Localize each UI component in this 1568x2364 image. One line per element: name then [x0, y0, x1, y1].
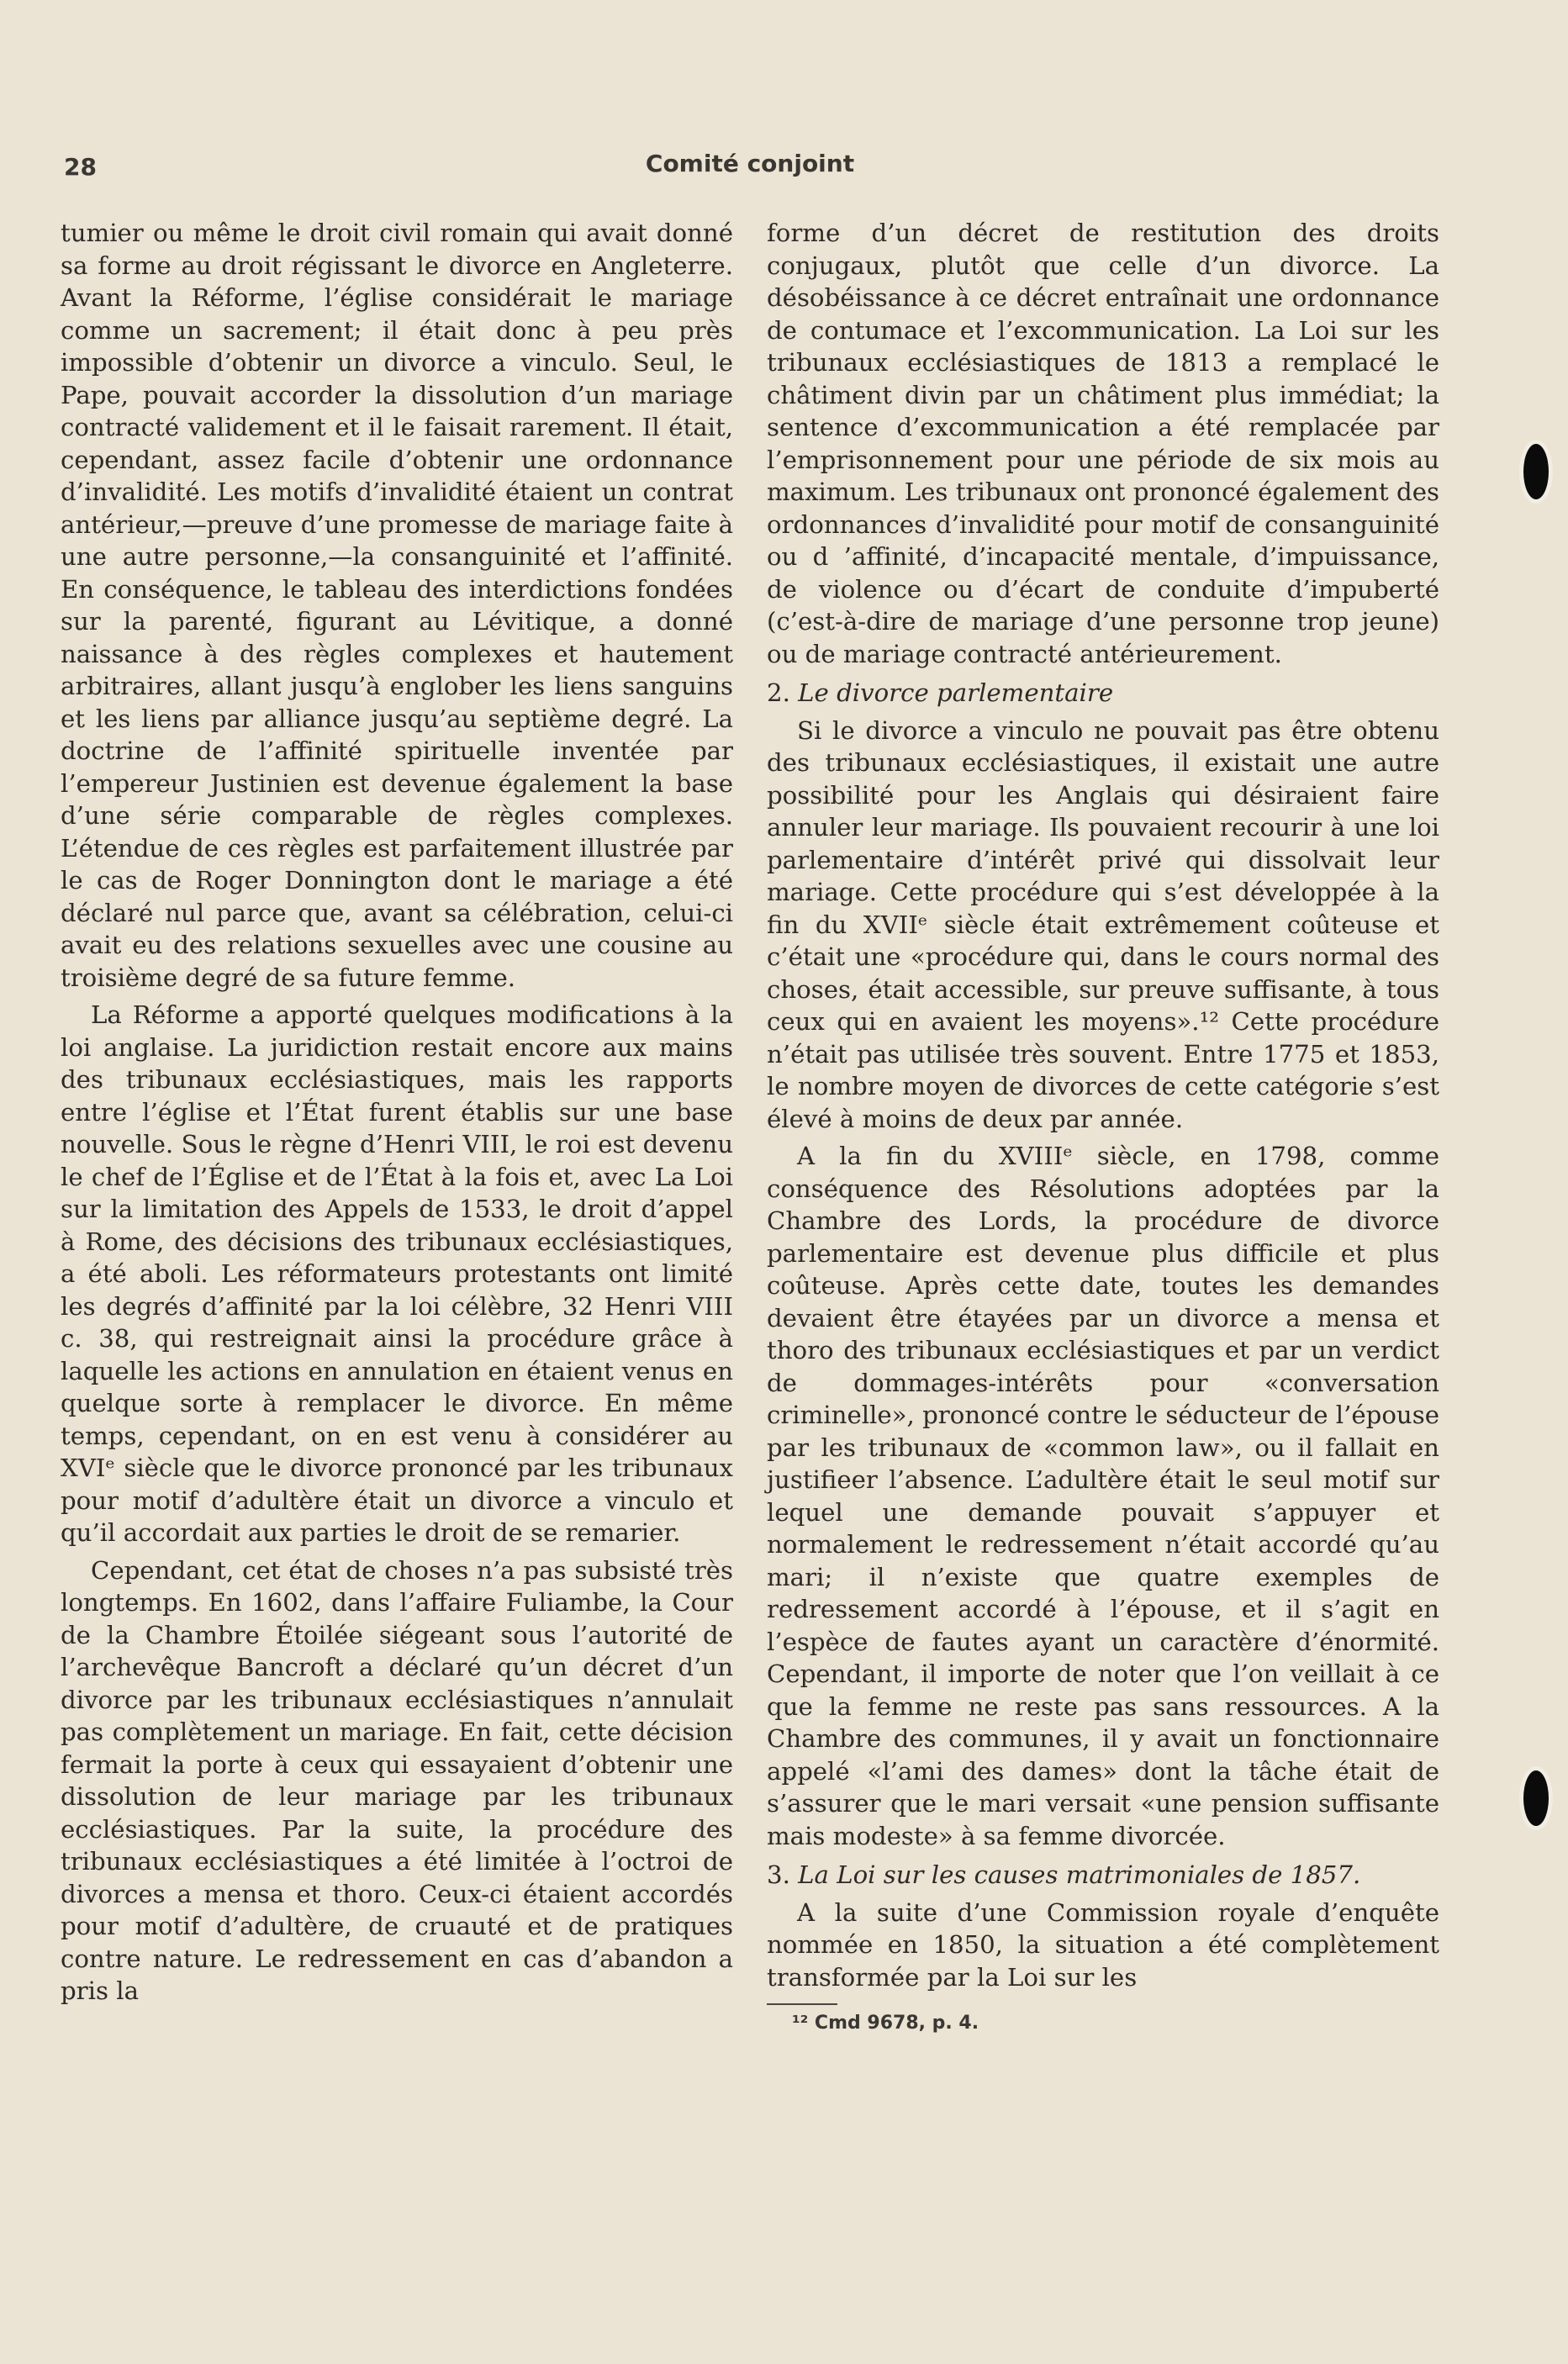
paragraph: A la fin du XVIIIᵉ siècle, en 1798, comme conséquence des Résolutions adoptées par la Chambre des Lords, la procédure de divorce parlementaire est devenue plus difficile et plus coûteuse. Après cette date, toutes les demandes devaient être étayées par un divorce a mensa et thoro des tribunaux ecclésiastiques et par un verdict de dommages-intérêts pour «conversation criminelle», prononcé contre le séducteur de l’épouse par les tribunaux de «common law», ou il fallait en justifieer l’absence. L’adultère était le seul motif sur lequel une demande pouvait s’appuyer et normalement le redressement n’était accordé qu’au mari; il n’existe que quatre exemples de redressement accordé à l’épouse, et il s’agit en l’espèce de fautes ayant un caractère d’énormité. Cependant, il importe de noter que l’on veillait à ce que la femme ne reste pas sans ressources. A la Chambre des communes, il y avait un fonctionnaire appelé «l’ami des dames» dont la tâche était de s’assurer que le mari versait «une pension suffisante mais modeste» à sa femme divorcée.: [767, 1142, 1439, 1850]
paragraph: La Réforme a apporté quelques modifications à la loi anglaise. La juridiction restait encore aux mains des tribunaux ecclésiastiques, mais les rapports entre l’église et l’État furent établis sur une base nouvelle. Sous le règne d’Henri VIII, le roi est devenu le chef de l’Église et de l’État à la fois et, avec La Loi sur la limitation des Appels de 1533, le droit d’appel à Rome, des décisions des tribunaux ecclésiastiques, a été aboli. Les réformateurs protestants ont limité les degrés d’affinité par la loi célèbre, 32 Henri VIII c. 38, qui restreignait ainsi la procédure grâce à laquelle les actions en annulation en étaient venus en quelque sorte à remplacer le divorce. En même temps, cependant, on en est venu à considérer au XVIᵉ siècle que le divorce prononcé par les tribunaux pour motif d’adultère était un divorce a vinculo et qu’il accordait aux parties le droit de se remarier.: [61, 1000, 733, 1547]
paragraph: Cependant, cet état de choses n’a pas subsisté très longtemps. En 1602, dans l’affaire Fuliambe, la Cour de la Chambre Étoilée siégeant sous l’autorité de l’archevêque Bancroft a déclaré qu’un décret d’un divorce par les tribunaux ecclésiastiques n’annulait pas complètement un mariage. En fait, cette décision fermait la porte à ceux qui essayaient d’obtenir une dissolution de leur mariage par les tribunaux ecclésiastiques. Par la suite, la procédure des tribunaux ecclésiastiques a été limitée à l’octroi de divorces a mensa et thoro. Ceux-ci étaient accordés pour motif d’adultère, de cruauté et de pratiques contre nature. Le redressement en cas d’abandon a pris la: [61, 1555, 733, 2005]
section-title: La Loi sur les causes matrimoniales de 1857.: [798, 1860, 1361, 1889]
page-number: 28: [64, 153, 97, 181]
footnote: ¹² Cmd 9678, p. 4.: [792, 2013, 979, 2034]
binder-hole: [1523, 444, 1549, 499]
left-column: [61, 217, 733, 2008]
right-column: [767, 217, 1439, 2035]
section-title: Le divorce parlementaire: [798, 678, 1114, 707]
section-heading: [767, 1859, 1439, 1892]
page-header: [64, 150, 1436, 188]
running-title: Comité conjoint: [645, 150, 855, 177]
binder-hole: [1523, 1770, 1549, 1826]
paragraph: tumier ou même le droit civil romain qui avait donné sa forme au droit régissant le divorce en Angleterre. Avant la Réforme, l’église considérait le mariage comme un sacrement; il était donc à peu près impossible d’obtenir un divorce a vinculo. Seul, le Pape, pouvait accorder la dissolution d’un mariage contracté validement et il le faisait rarement. Il était, cependant, assez facile d’obtenir une ordonnance d’invalidité. Les motifs d’invalidité étaient un contrat antérieur,—preuve d’une promesse de mariage faite à une autre personne,—la consanguinité et l’affinité. En conséquence, le tableau des interdictions fondées sur la parenté, figurant au Lévitique, a donné naissance à des règles complexes et hautement arbitraires, allant jusqu’à englober les liens sanguins et les liens par alliance jusqu’au septième degré. La doctrine de l’affinité spirituelle inventée par l’empereur Justinien est devenue également la base d’une série comparable de règles complexes. L’étendue de ces règles est parfaitement illustrée par le cas de Roger Donnington dont le mariage a été déclaré nul parce que, avant sa célébration, celui-ci avait eu des relations sexuelles avec une cousine au troisième degré de sa future femme.: [61, 219, 733, 992]
paragraph: forme d’un décret de restitution des droits conjugaux, plutôt que celle d’un divorce. La désobéissance à ce décret entraînait une ordonnance de contumace et l’excommunication. La Loi sur les tribunaux ecclésiastiques de 1813 a remplacé le châtiment divin par un châtiment plus immédiat; la sentence d’excommunication a été remplacée par l’emprisonnement pour une période de six mois au maximum. Les tribunaux ont prononcé également des ordonnances d’invalidité pour motif de consanguinité ou d ’affinité, d’incapacité mentale, d’impuissance, de violence ou d’écart de conduite d’impuberté (c’est-à-dire de mariage d’une personne trop jeune) ou de mariage contracté antérieurement.: [767, 219, 1439, 668]
footnote-rule: [767, 2003, 837, 2005]
paragraph: Si le divorce a vinculo ne pouvait pas être obtenu des tribunaux ecclésiastiques, il existait une autre possibilité pour les Anglais qui désiraient faire annuler leur mariage. Ils pouvaient recourir à une loi parlementaire d’intérêt privé qui dissolvait leur mariage. Cette procédure qui s’est développée à la fin du XVIIᵉ siècle était extrêmement coûteuse et c’était une «procédure qui, dans le cours normal des choses, était accessible, sur preuve suffisante, à tous ceux qui en avaient les moyens».¹² Cette procédure n’était pas utilisée très souvent. Entre 1775 et 1853, le nombre moyen de divorces de cette catégorie s’est élevé à moins de deux par année.: [767, 715, 1439, 1133]
section-number: 3.: [767, 1860, 790, 1889]
paragraph: A la suite d’une Commission royale d’enquête nommée en 1850, la situation a été complètement transformée par la Loi sur les: [767, 1897, 1439, 1992]
section-number: 2.: [767, 678, 790, 707]
section-heading: [767, 677, 1439, 710]
